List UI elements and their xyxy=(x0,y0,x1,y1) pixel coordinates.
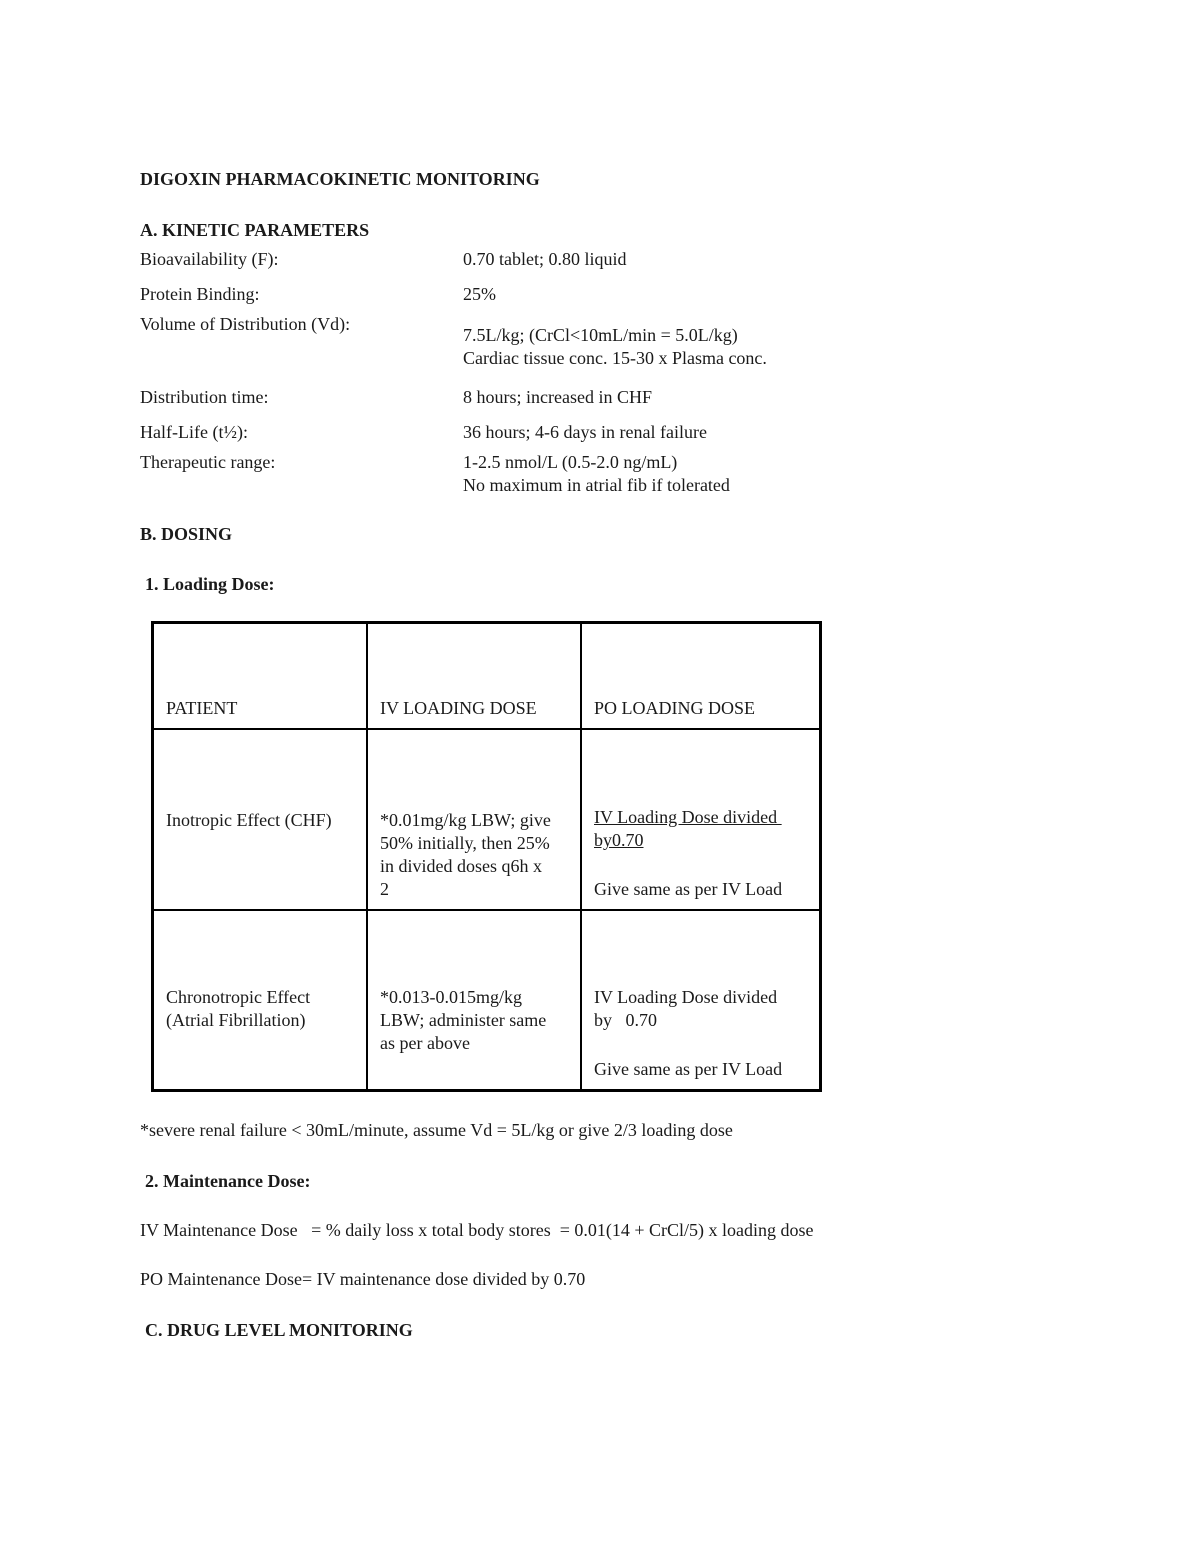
maintenance-dose-heading: 2. Maintenance Dose: xyxy=(145,1171,311,1191)
param-label-distribution-time: Distribution time: xyxy=(140,387,269,407)
iv-maintenance-formula: IV Maintenance Dose = % daily loss x total body stores = 0.01(14 + CrCl/5) x loading dose xyxy=(140,1220,814,1240)
cell-line: Give same as per IV Load xyxy=(594,879,783,899)
cell-line: 2 xyxy=(380,879,389,899)
param-value-therapeutic-range-2: No maximum in atrial fib if tolerated xyxy=(463,475,730,495)
param-label-therapeutic-range: Therapeutic range: xyxy=(140,452,276,472)
param-value-protein-binding: 25% xyxy=(463,284,496,304)
cell-line: *0.01mg/kg LBW; give xyxy=(380,810,551,830)
loading-dose-table xyxy=(151,621,822,1092)
cell-line: by 0.70 xyxy=(594,1010,657,1030)
cell-iv-dose xyxy=(367,910,581,1091)
cell-line: as per above xyxy=(380,1033,470,1053)
cell-iv-dose xyxy=(367,729,581,910)
cell-line: Chronotropic Effect xyxy=(166,987,311,1007)
header-patient: PATIENT xyxy=(153,623,368,730)
cell-line: LBW; administer same xyxy=(380,1010,547,1030)
loading-dose-footnote: *severe renal failure < 30mL/minute, assume Vd = 5L/kg or give 2/3 loading dose xyxy=(140,1120,733,1140)
table-header-row xyxy=(153,623,821,730)
cell-line: in divided doses q6h x xyxy=(380,856,542,876)
param-label-half-life: Half-Life (t½): xyxy=(140,422,248,442)
loading-dose-heading: 1. Loading Dose: xyxy=(145,574,275,594)
cell-line: Give same as per IV Load xyxy=(594,1059,783,1079)
header-po-loading-dose: PO LOADING DOSE xyxy=(581,623,821,730)
cell-line: IV Loading Dose divided xyxy=(594,807,782,827)
document-title: DIGOXIN PHARMACOKINETIC MONITORING xyxy=(140,169,540,189)
cell-line: Inotropic Effect (CHF) xyxy=(166,810,332,830)
cell-line: 50% initially, then 25% xyxy=(380,833,550,853)
po-maintenance-formula: PO Maintenance Dose= IV maintenance dose divided by 0.70 xyxy=(140,1269,586,1289)
cell-patient xyxy=(153,910,368,1091)
cell-line: by0.70 xyxy=(594,830,644,850)
param-value-bioavailability: 0.70 tablet; 0.80 liquid xyxy=(463,249,627,269)
param-value-distribution-time: 8 hours; increased in CHF xyxy=(463,387,652,407)
table-row xyxy=(153,910,821,1091)
param-label-protein-binding: Protein Binding: xyxy=(140,284,260,304)
cell-line: (Atrial Fibrillation) xyxy=(166,1010,306,1030)
header-iv-loading-dose: IV LOADING DOSE xyxy=(367,623,581,730)
section-c-heading: C. DRUG LEVEL MONITORING xyxy=(145,1320,413,1340)
cell-patient xyxy=(153,729,368,910)
param-value-therapeutic-range: 1-2.5 nmol/L (0.5-2.0 ng/mL) xyxy=(463,452,678,472)
table-row xyxy=(153,729,821,910)
cell-po-dose xyxy=(581,910,821,1091)
param-value-half-life: 36 hours; 4-6 days in renal failure xyxy=(463,422,707,442)
param-label-bioavailability: Bioavailability (F): xyxy=(140,249,279,269)
param-value-volume-distribution-2: Cardiac tissue conc. 15-30 x Plasma conc. xyxy=(463,348,767,368)
cell-line: *0.013-0.015mg/kg xyxy=(380,987,522,1007)
cell-line: IV Loading Dose divided xyxy=(594,987,778,1007)
cell-po-dose xyxy=(581,729,821,910)
section-a-heading: A. KINETIC PARAMETERS xyxy=(140,220,370,240)
param-label-volume-distribution: Volume of Distribution (Vd): xyxy=(140,314,351,334)
param-value-volume-distribution: 7.5L/kg; (CrCl<10mL/min = 5.0L/kg) xyxy=(463,325,738,345)
section-b-heading: B. DOSING xyxy=(140,524,233,544)
